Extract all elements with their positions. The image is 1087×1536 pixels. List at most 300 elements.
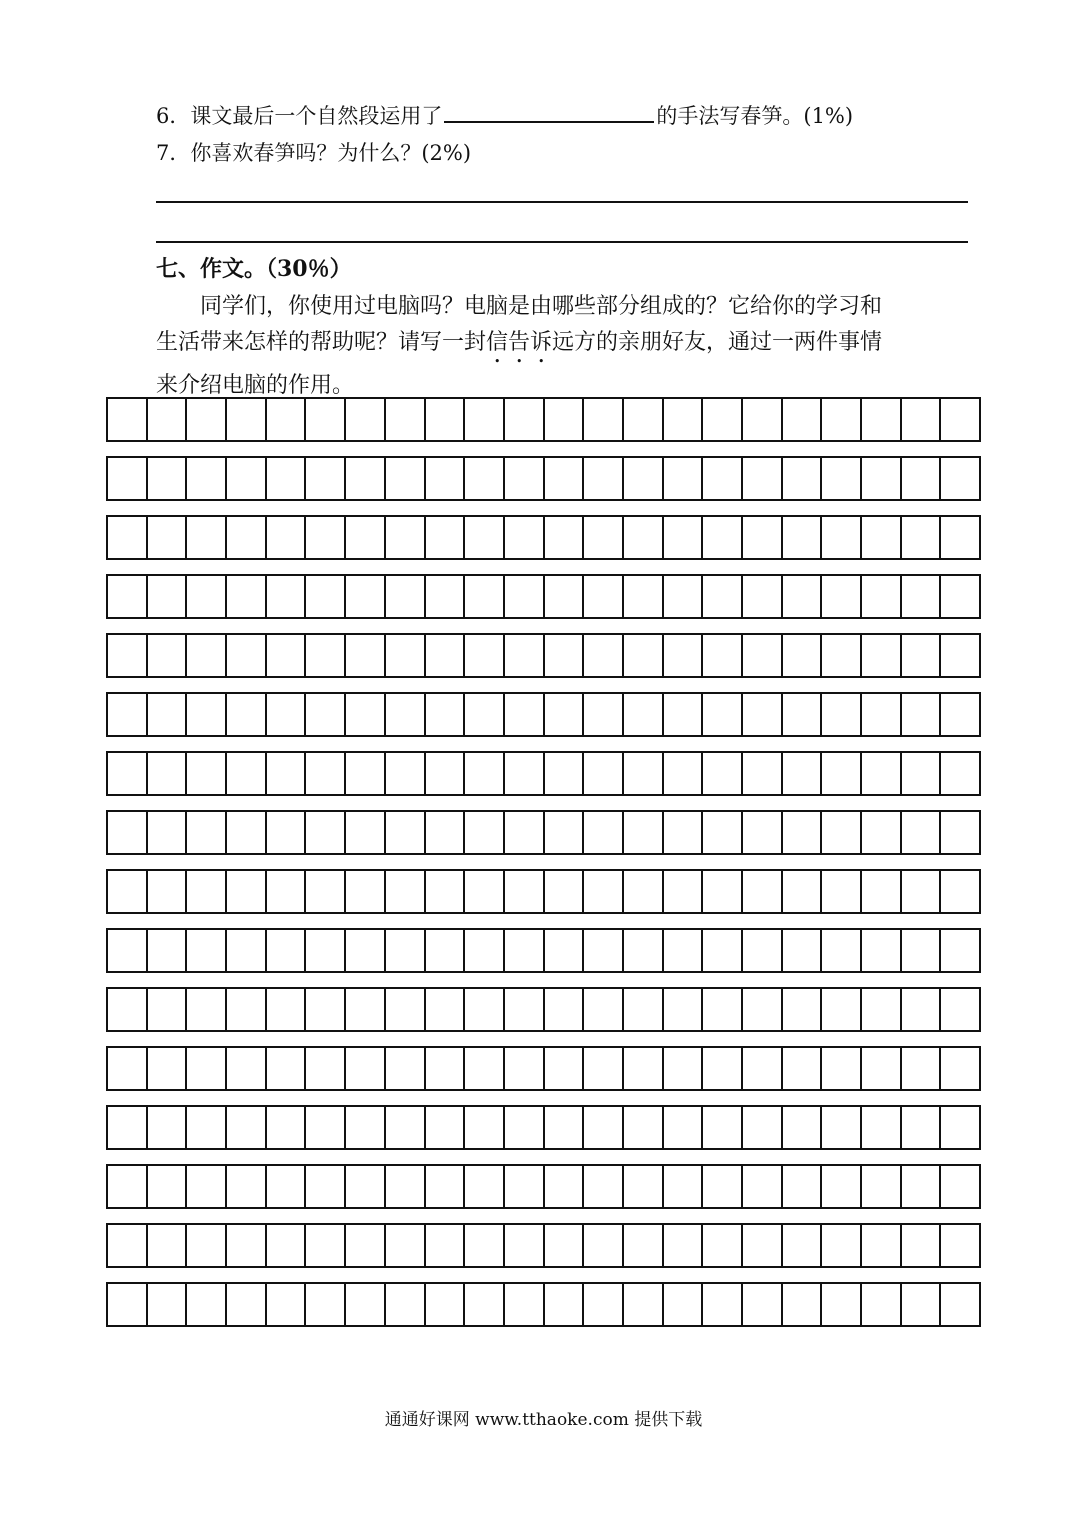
grid-cell[interactable]: [108, 930, 148, 971]
grid-cell[interactable]: [862, 1166, 902, 1207]
grid-cell[interactable]: [941, 930, 979, 971]
grid-cell[interactable]: [783, 989, 823, 1030]
grid-cell[interactable]: [624, 458, 664, 499]
grid-cell[interactable]: [783, 635, 823, 676]
grid-cell[interactable]: [346, 458, 386, 499]
grid-cell[interactable]: [386, 576, 426, 617]
grid-cell[interactable]: [941, 576, 979, 617]
grid-cell[interactable]: [703, 753, 743, 794]
grid-cell[interactable]: [187, 1284, 227, 1325]
grid-cell[interactable]: [624, 517, 664, 558]
grid-cell[interactable]: [108, 812, 148, 853]
grid-cell[interactable]: [505, 1284, 545, 1325]
grid-cell[interactable]: [148, 517, 188, 558]
grid-cell[interactable]: [346, 694, 386, 735]
grid-cell[interactable]: [624, 753, 664, 794]
grid-cell[interactable]: [902, 576, 942, 617]
grid-cell[interactable]: [545, 753, 585, 794]
grid-cell[interactable]: [227, 871, 267, 912]
grid-cell[interactable]: [902, 694, 942, 735]
grid-cell[interactable]: [267, 517, 307, 558]
grid-cell[interactable]: [584, 458, 624, 499]
grid-cell[interactable]: [902, 871, 942, 912]
grid-cell[interactable]: [624, 1166, 664, 1207]
grid-cell[interactable]: [187, 458, 227, 499]
grid-cell[interactable]: [426, 517, 466, 558]
grid-cell[interactable]: [584, 1225, 624, 1266]
grid-cell[interactable]: [624, 871, 664, 912]
grid-cell[interactable]: [187, 812, 227, 853]
grid-cell[interactable]: [624, 399, 664, 440]
grid-cell[interactable]: [664, 1107, 704, 1148]
grid-cell[interactable]: [187, 753, 227, 794]
grid-cell[interactable]: [783, 871, 823, 912]
grid-cell[interactable]: [902, 1048, 942, 1089]
grid-cell[interactable]: [386, 753, 426, 794]
grid-cell[interactable]: [703, 694, 743, 735]
grid-cell[interactable]: [703, 989, 743, 1030]
grid-cell[interactable]: [783, 1048, 823, 1089]
grid-cell[interactable]: [783, 1166, 823, 1207]
grid-cell[interactable]: [386, 1166, 426, 1207]
grid-cell[interactable]: [822, 930, 862, 971]
grid-cell[interactable]: [783, 753, 823, 794]
grid-cell[interactable]: [465, 517, 505, 558]
grid-cell[interactable]: [346, 1225, 386, 1266]
grid-cell[interactable]: [386, 812, 426, 853]
grid-cell[interactable]: [108, 871, 148, 912]
grid-cell[interactable]: [664, 1284, 704, 1325]
grid-cell[interactable]: [822, 399, 862, 440]
grid-cell[interactable]: [822, 1048, 862, 1089]
grid-cell[interactable]: [108, 399, 148, 440]
grid-cell[interactable]: [783, 1107, 823, 1148]
grid-cell[interactable]: [584, 989, 624, 1030]
grid-cell[interactable]: [426, 635, 466, 676]
grid-cell[interactable]: [664, 458, 704, 499]
grid-cell[interactable]: [743, 1048, 783, 1089]
grid-cell[interactable]: [227, 1166, 267, 1207]
grid-cell[interactable]: [267, 458, 307, 499]
grid-cell[interactable]: [743, 1107, 783, 1148]
grid-cell[interactable]: [346, 635, 386, 676]
grid-cell[interactable]: [862, 812, 902, 853]
grid-cell[interactable]: [941, 635, 979, 676]
grid-cell[interactable]: [862, 694, 902, 735]
grid-cell[interactable]: [267, 1284, 307, 1325]
fill-in-blank[interactable]: [444, 99, 654, 123]
grid-cell[interactable]: [306, 989, 346, 1030]
grid-cell[interactable]: [902, 1225, 942, 1266]
grid-cell[interactable]: [426, 989, 466, 1030]
grid-cell[interactable]: [227, 1284, 267, 1325]
grid-cell[interactable]: [306, 576, 346, 617]
grid-cell[interactable]: [902, 635, 942, 676]
grid-cell[interactable]: [941, 753, 979, 794]
grid-cell[interactable]: [545, 1284, 585, 1325]
grid-cell[interactable]: [505, 989, 545, 1030]
grid-cell[interactable]: [822, 989, 862, 1030]
grid-cell[interactable]: [465, 576, 505, 617]
grid-cell[interactable]: [426, 1048, 466, 1089]
grid-cell[interactable]: [148, 576, 188, 617]
grid-cell[interactable]: [306, 517, 346, 558]
grid-cell[interactable]: [267, 1048, 307, 1089]
grid-cell[interactable]: [584, 399, 624, 440]
grid-cell[interactable]: [545, 930, 585, 971]
grid-cell[interactable]: [584, 517, 624, 558]
grid-cell[interactable]: [703, 1048, 743, 1089]
grid-cell[interactable]: [187, 989, 227, 1030]
grid-cell[interactable]: [346, 1107, 386, 1148]
grid-cell[interactable]: [545, 635, 585, 676]
grid-cell[interactable]: [426, 1284, 466, 1325]
grid-cell[interactable]: [227, 458, 267, 499]
grid-cell[interactable]: [148, 871, 188, 912]
grid-cell[interactable]: [465, 812, 505, 853]
grid-cell[interactable]: [743, 1284, 783, 1325]
grid-cell[interactable]: [386, 635, 426, 676]
grid-cell[interactable]: [187, 1107, 227, 1148]
grid-cell[interactable]: [187, 399, 227, 440]
grid-cell[interactable]: [624, 694, 664, 735]
grid-cell[interactable]: [822, 694, 862, 735]
grid-cell[interactable]: [267, 694, 307, 735]
grid-cell[interactable]: [822, 458, 862, 499]
grid-cell[interactable]: [703, 635, 743, 676]
grid-cell[interactable]: [426, 1225, 466, 1266]
grid-cell[interactable]: [148, 1107, 188, 1148]
grid-cell[interactable]: [703, 1225, 743, 1266]
grid-cell[interactable]: [584, 930, 624, 971]
grid-cell[interactable]: [545, 871, 585, 912]
grid-cell[interactable]: [941, 1048, 979, 1089]
grid-cell[interactable]: [426, 753, 466, 794]
grid-cell[interactable]: [227, 1225, 267, 1266]
grid-cell[interactable]: [465, 1166, 505, 1207]
grid-cell[interactable]: [664, 930, 704, 971]
grid-cell[interactable]: [505, 694, 545, 735]
grid-cell[interactable]: [664, 1048, 704, 1089]
grid-cell[interactable]: [187, 1048, 227, 1089]
grid-cell[interactable]: [545, 517, 585, 558]
grid-cell[interactable]: [267, 1225, 307, 1266]
grid-cell[interactable]: [862, 1048, 902, 1089]
grid-cell[interactable]: [148, 930, 188, 971]
grid-cell[interactable]: [902, 458, 942, 499]
grid-cell[interactable]: [426, 576, 466, 617]
grid-cell[interactable]: [902, 517, 942, 558]
grid-cell[interactable]: [187, 930, 227, 971]
grid-cell[interactable]: [902, 399, 942, 440]
grid-cell[interactable]: [267, 871, 307, 912]
grid-cell[interactable]: [465, 1284, 505, 1325]
grid-cell[interactable]: [346, 1166, 386, 1207]
grid-cell[interactable]: [346, 1048, 386, 1089]
grid-cell[interactable]: [465, 694, 505, 735]
grid-cell[interactable]: [187, 694, 227, 735]
grid-cell[interactable]: [227, 694, 267, 735]
grid-cell[interactable]: [584, 635, 624, 676]
grid-cell[interactable]: [306, 694, 346, 735]
grid-cell[interactable]: [386, 694, 426, 735]
grid-cell[interactable]: [664, 1166, 704, 1207]
grid-cell[interactable]: [703, 399, 743, 440]
grid-cell[interactable]: [664, 517, 704, 558]
grid-cell[interactable]: [346, 989, 386, 1030]
grid-cell[interactable]: [346, 517, 386, 558]
grid-cell[interactable]: [822, 1225, 862, 1266]
grid-cell[interactable]: [624, 635, 664, 676]
grid-cell[interactable]: [862, 1284, 902, 1325]
grid-cell[interactable]: [941, 1284, 979, 1325]
grid-cell[interactable]: [108, 753, 148, 794]
grid-cell[interactable]: [584, 753, 624, 794]
grid-cell[interactable]: [862, 930, 902, 971]
grid-cell[interactable]: [187, 1166, 227, 1207]
grid-cell[interactable]: [227, 399, 267, 440]
grid-cell[interactable]: [545, 1166, 585, 1207]
grid-cell[interactable]: [306, 753, 346, 794]
grid-cell[interactable]: [148, 1048, 188, 1089]
grid-cell[interactable]: [306, 871, 346, 912]
grid-cell[interactable]: [783, 1284, 823, 1325]
grid-cell[interactable]: [306, 1048, 346, 1089]
grid-cell[interactable]: [584, 871, 624, 912]
grid-cell[interactable]: [426, 812, 466, 853]
grid-cell[interactable]: [267, 989, 307, 1030]
grid-cell[interactable]: [703, 517, 743, 558]
grid-cell[interactable]: [624, 1284, 664, 1325]
grid-cell[interactable]: [386, 399, 426, 440]
grid-cell[interactable]: [941, 694, 979, 735]
grid-cell[interactable]: [822, 576, 862, 617]
grid-cell[interactable]: [267, 576, 307, 617]
composition-grid[interactable]: [106, 397, 981, 1341]
grid-cell[interactable]: [545, 989, 585, 1030]
grid-cell[interactable]: [505, 458, 545, 499]
grid-cell[interactable]: [346, 399, 386, 440]
grid-cell[interactable]: [267, 399, 307, 440]
grid-cell[interactable]: [227, 635, 267, 676]
grid-cell[interactable]: [822, 871, 862, 912]
answer-line[interactable]: [156, 241, 968, 243]
grid-cell[interactable]: [902, 930, 942, 971]
grid-cell[interactable]: [545, 576, 585, 617]
grid-cell[interactable]: [783, 458, 823, 499]
grid-cell[interactable]: [624, 1225, 664, 1266]
grid-cell[interactable]: [108, 1284, 148, 1325]
grid-cell[interactable]: [465, 930, 505, 971]
grid-cell[interactable]: [664, 812, 704, 853]
grid-cell[interactable]: [902, 1107, 942, 1148]
grid-cell[interactable]: [386, 1107, 426, 1148]
grid-cell[interactable]: [386, 871, 426, 912]
grid-cell[interactable]: [743, 576, 783, 617]
grid-cell[interactable]: [386, 1225, 426, 1266]
grid-cell[interactable]: [822, 1107, 862, 1148]
grid-cell[interactable]: [743, 694, 783, 735]
grid-cell[interactable]: [545, 399, 585, 440]
grid-cell[interactable]: [545, 1107, 585, 1148]
grid-cell[interactable]: [703, 1107, 743, 1148]
grid-cell[interactable]: [505, 1107, 545, 1148]
grid-cell[interactable]: [148, 694, 188, 735]
grid-cell[interactable]: [108, 1225, 148, 1266]
grid-cell[interactable]: [783, 576, 823, 617]
grid-cell[interactable]: [505, 635, 545, 676]
grid-cell[interactable]: [505, 399, 545, 440]
grid-cell[interactable]: [862, 635, 902, 676]
grid-cell[interactable]: [148, 812, 188, 853]
grid-cell[interactable]: [227, 576, 267, 617]
grid-cell[interactable]: [743, 458, 783, 499]
grid-cell[interactable]: [664, 694, 704, 735]
grid-cell[interactable]: [465, 1107, 505, 1148]
grid-cell[interactable]: [306, 930, 346, 971]
grid-cell[interactable]: [386, 517, 426, 558]
answer-line[interactable]: [156, 201, 968, 203]
grid-cell[interactable]: [505, 576, 545, 617]
grid-cell[interactable]: [743, 989, 783, 1030]
grid-cell[interactable]: [664, 399, 704, 440]
grid-cell[interactable]: [227, 930, 267, 971]
grid-cell[interactable]: [822, 1284, 862, 1325]
grid-cell[interactable]: [624, 812, 664, 853]
grid-cell[interactable]: [306, 1225, 346, 1266]
grid-cell[interactable]: [108, 458, 148, 499]
grid-cell[interactable]: [306, 1284, 346, 1325]
grid-cell[interactable]: [227, 1107, 267, 1148]
grid-cell[interactable]: [148, 1284, 188, 1325]
grid-cell[interactable]: [505, 1225, 545, 1266]
grid-cell[interactable]: [941, 989, 979, 1030]
grid-cell[interactable]: [267, 1166, 307, 1207]
grid-cell[interactable]: [545, 1225, 585, 1266]
grid-cell[interactable]: [703, 930, 743, 971]
grid-cell[interactable]: [624, 930, 664, 971]
grid-cell[interactable]: [148, 399, 188, 440]
grid-cell[interactable]: [505, 1048, 545, 1089]
grid-cell[interactable]: [703, 458, 743, 499]
grid-cell[interactable]: [862, 458, 902, 499]
grid-cell[interactable]: [267, 812, 307, 853]
grid-cell[interactable]: [386, 1284, 426, 1325]
grid-cell[interactable]: [941, 871, 979, 912]
grid-cell[interactable]: [227, 517, 267, 558]
grid-cell[interactable]: [664, 635, 704, 676]
grid-cell[interactable]: [902, 812, 942, 853]
grid-cell[interactable]: [426, 1107, 466, 1148]
grid-cell[interactable]: [545, 812, 585, 853]
grid-cell[interactable]: [545, 694, 585, 735]
grid-cell[interactable]: [783, 930, 823, 971]
grid-cell[interactable]: [664, 1225, 704, 1266]
grid-cell[interactable]: [426, 458, 466, 499]
grid-cell[interactable]: [108, 576, 148, 617]
grid-cell[interactable]: [703, 812, 743, 853]
grid-cell[interactable]: [783, 399, 823, 440]
grid-cell[interactable]: [783, 694, 823, 735]
grid-cell[interactable]: [584, 1166, 624, 1207]
grid-cell[interactable]: [267, 1107, 307, 1148]
grid-cell[interactable]: [465, 871, 505, 912]
grid-cell[interactable]: [108, 1166, 148, 1207]
grid-cell[interactable]: [743, 812, 783, 853]
grid-cell[interactable]: [902, 1284, 942, 1325]
grid-cell[interactable]: [426, 1166, 466, 1207]
grid-cell[interactable]: [584, 694, 624, 735]
grid-cell[interactable]: [267, 753, 307, 794]
grid-cell[interactable]: [465, 753, 505, 794]
grid-cell[interactable]: [584, 812, 624, 853]
grid-cell[interactable]: [386, 1048, 426, 1089]
grid-cell[interactable]: [703, 1166, 743, 1207]
grid-cell[interactable]: [584, 1048, 624, 1089]
grid-cell[interactable]: [346, 1284, 386, 1325]
grid-cell[interactable]: [227, 1048, 267, 1089]
grid-cell[interactable]: [386, 930, 426, 971]
grid-cell[interactable]: [108, 635, 148, 676]
grid-cell[interactable]: [465, 635, 505, 676]
grid-cell[interactable]: [306, 399, 346, 440]
grid-cell[interactable]: [267, 635, 307, 676]
grid-cell[interactable]: [187, 1225, 227, 1266]
grid-cell[interactable]: [941, 812, 979, 853]
grid-cell[interactable]: [822, 1166, 862, 1207]
grid-cell[interactable]: [346, 871, 386, 912]
grid-cell[interactable]: [624, 989, 664, 1030]
grid-cell[interactable]: [148, 458, 188, 499]
grid-cell[interactable]: [783, 1225, 823, 1266]
grid-cell[interactable]: [902, 989, 942, 1030]
grid-cell[interactable]: [426, 930, 466, 971]
grid-cell[interactable]: [306, 458, 346, 499]
grid-cell[interactable]: [902, 753, 942, 794]
grid-cell[interactable]: [941, 399, 979, 440]
grid-cell[interactable]: [743, 1225, 783, 1266]
grid-cell[interactable]: [743, 517, 783, 558]
grid-cell[interactable]: [545, 1048, 585, 1089]
grid-cell[interactable]: [822, 517, 862, 558]
grid-cell[interactable]: [743, 1166, 783, 1207]
grid-cell[interactable]: [227, 812, 267, 853]
grid-cell[interactable]: [703, 871, 743, 912]
grid-cell[interactable]: [465, 1225, 505, 1266]
grid-cell[interactable]: [505, 1166, 545, 1207]
grid-cell[interactable]: [386, 458, 426, 499]
grid-cell[interactable]: [465, 989, 505, 1030]
grid-cell[interactable]: [862, 753, 902, 794]
grid-cell[interactable]: [148, 753, 188, 794]
grid-cell[interactable]: [743, 399, 783, 440]
grid-cell[interactable]: [743, 635, 783, 676]
grid-cell[interactable]: [664, 989, 704, 1030]
grid-cell[interactable]: [346, 753, 386, 794]
grid-cell[interactable]: [822, 753, 862, 794]
grid-cell[interactable]: [862, 576, 902, 617]
grid-cell[interactable]: [505, 930, 545, 971]
grid-cell[interactable]: [148, 1166, 188, 1207]
grid-cell[interactable]: [306, 812, 346, 853]
grid-cell[interactable]: [426, 399, 466, 440]
grid-cell[interactable]: [465, 399, 505, 440]
grid-cell[interactable]: [505, 871, 545, 912]
grid-cell[interactable]: [783, 812, 823, 853]
grid-cell[interactable]: [108, 517, 148, 558]
grid-cell[interactable]: [187, 635, 227, 676]
grid-cell[interactable]: [783, 517, 823, 558]
